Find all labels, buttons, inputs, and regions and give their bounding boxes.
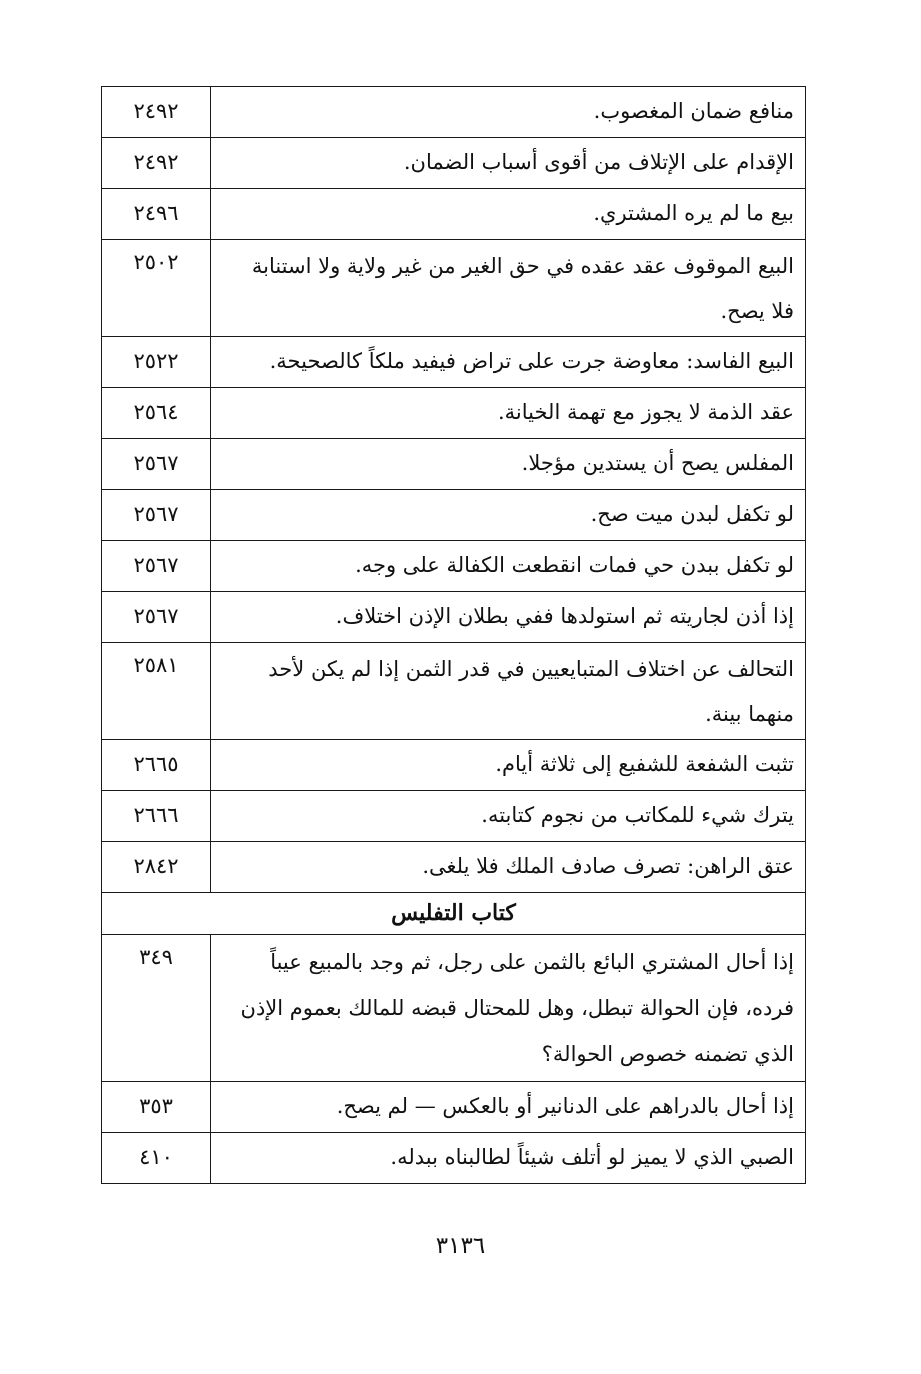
- entry-text: الصبي الذي لا يميز لو أتلف شيئاً لطالبناه ببدله.: [211, 1133, 806, 1184]
- index-table: [101, 86, 806, 1184]
- entry-text: منافع ضمان المغصوب.: [211, 87, 806, 138]
- table-row: [102, 740, 806, 791]
- table-row: [102, 592, 806, 643]
- entry-text: تثبت الشفعة للشفيع إلى ثلاثة أيام.: [211, 740, 806, 791]
- entry-text: البيع الموقوف عقد عقده في حق الغير من غير ولاية ولا استنابة فلا يصح.: [211, 240, 806, 337]
- entry-text: بيع ما لم يره المشتري.: [211, 189, 806, 240]
- entry-text: إذا أحال بالدراهم على الدنانير أو بالعكس — لم يصح.: [211, 1082, 806, 1133]
- entry-text: لو تكفل ببدن حي فمات انقطعت الكفالة على وجه.: [211, 541, 806, 592]
- table-row: [102, 643, 806, 740]
- table-row: [102, 87, 806, 138]
- table-row: [102, 791, 806, 842]
- section-title: كتاب التفليس: [102, 893, 806, 935]
- table-row: [102, 1133, 806, 1184]
- table-row: [102, 935, 806, 1082]
- entry-reference-number: ٢٥٨١: [102, 643, 211, 740]
- page-number: ٣١٣٦: [435, 1233, 486, 1259]
- entry-text: التحالف عن اختلاف المتبايعيين في قدر الثمن إذا لم يكن لأحد منهما بينة.: [211, 643, 806, 740]
- entry-reference-number: ٢٥٢٢: [102, 337, 211, 388]
- entry-reference-number: ٢٥٦٧: [102, 490, 211, 541]
- entry-reference-number: ٢٥٦٧: [102, 439, 211, 490]
- table-row: [102, 337, 806, 388]
- table-row: [102, 541, 806, 592]
- table-row: [102, 189, 806, 240]
- entry-text: عتق الراهن: تصرف صادف الملك فلا يلغى.: [211, 842, 806, 893]
- entry-reference-number: ٢٤٩٢: [102, 138, 211, 189]
- entry-text: إذا أذن لجاريته ثم استولدها ففي بطلان الإذن اختلاف.: [211, 592, 806, 643]
- entry-reference-number: ٢٦٦٥: [102, 740, 211, 791]
- entry-text: لو تكفل لبدن ميت صح.: [211, 490, 806, 541]
- entry-reference-number: ٤١٠: [102, 1133, 211, 1184]
- entry-reference-number: ٢٥٦٤: [102, 388, 211, 439]
- entry-reference-number: ٢٨٤٢: [102, 842, 211, 893]
- entry-reference-number: ٢٥٦٧: [102, 592, 211, 643]
- entry-text: البيع الفاسد: معاوضة جرت على تراض فيفيد ملكاً كالصحيحة.: [211, 337, 806, 388]
- section-heading-row: [102, 893, 806, 935]
- entry-reference-number: ٢٦٦٦: [102, 791, 211, 842]
- table-row: [102, 240, 806, 337]
- entry-text: الإقدام على الإتلاف من أقوى أسباب الضمان.: [211, 138, 806, 189]
- table-row: [102, 842, 806, 893]
- entry-reference-number: ٣٤٩: [102, 935, 211, 1082]
- entry-reference-number: ٢٤٩٢: [102, 87, 211, 138]
- entry-text: إذا أحال المشتري البائع بالثمن على رجل، ثم وجد بالمبيع عيباً فرده، فإن الحوالة تبطل، وهل للمحتال قبضه للمالك بعموم الإذن الذي تضمنه خصوص الحوالة؟: [211, 935, 806, 1082]
- entry-reference-number: ٣٥٣: [102, 1082, 211, 1133]
- table-row: [102, 138, 806, 189]
- table-row: [102, 388, 806, 439]
- entry-reference-number: ٢٥٦٧: [102, 541, 211, 592]
- entry-text: عقد الذمة لا يجوز مع تهمة الخيانة.: [211, 388, 806, 439]
- entry-text: المفلس يصح أن يستدين مؤجلا.: [211, 439, 806, 490]
- entry-reference-number: ٢٤٩٦: [102, 189, 211, 240]
- index-table-body: [102, 87, 806, 1184]
- entry-text: يترك شيء للمكاتب من نجوم كتابته.: [211, 791, 806, 842]
- table-row: [102, 1082, 806, 1133]
- entry-reference-number: ٢٥٠٢: [102, 240, 211, 337]
- table-row: [102, 439, 806, 490]
- table-row: [102, 490, 806, 541]
